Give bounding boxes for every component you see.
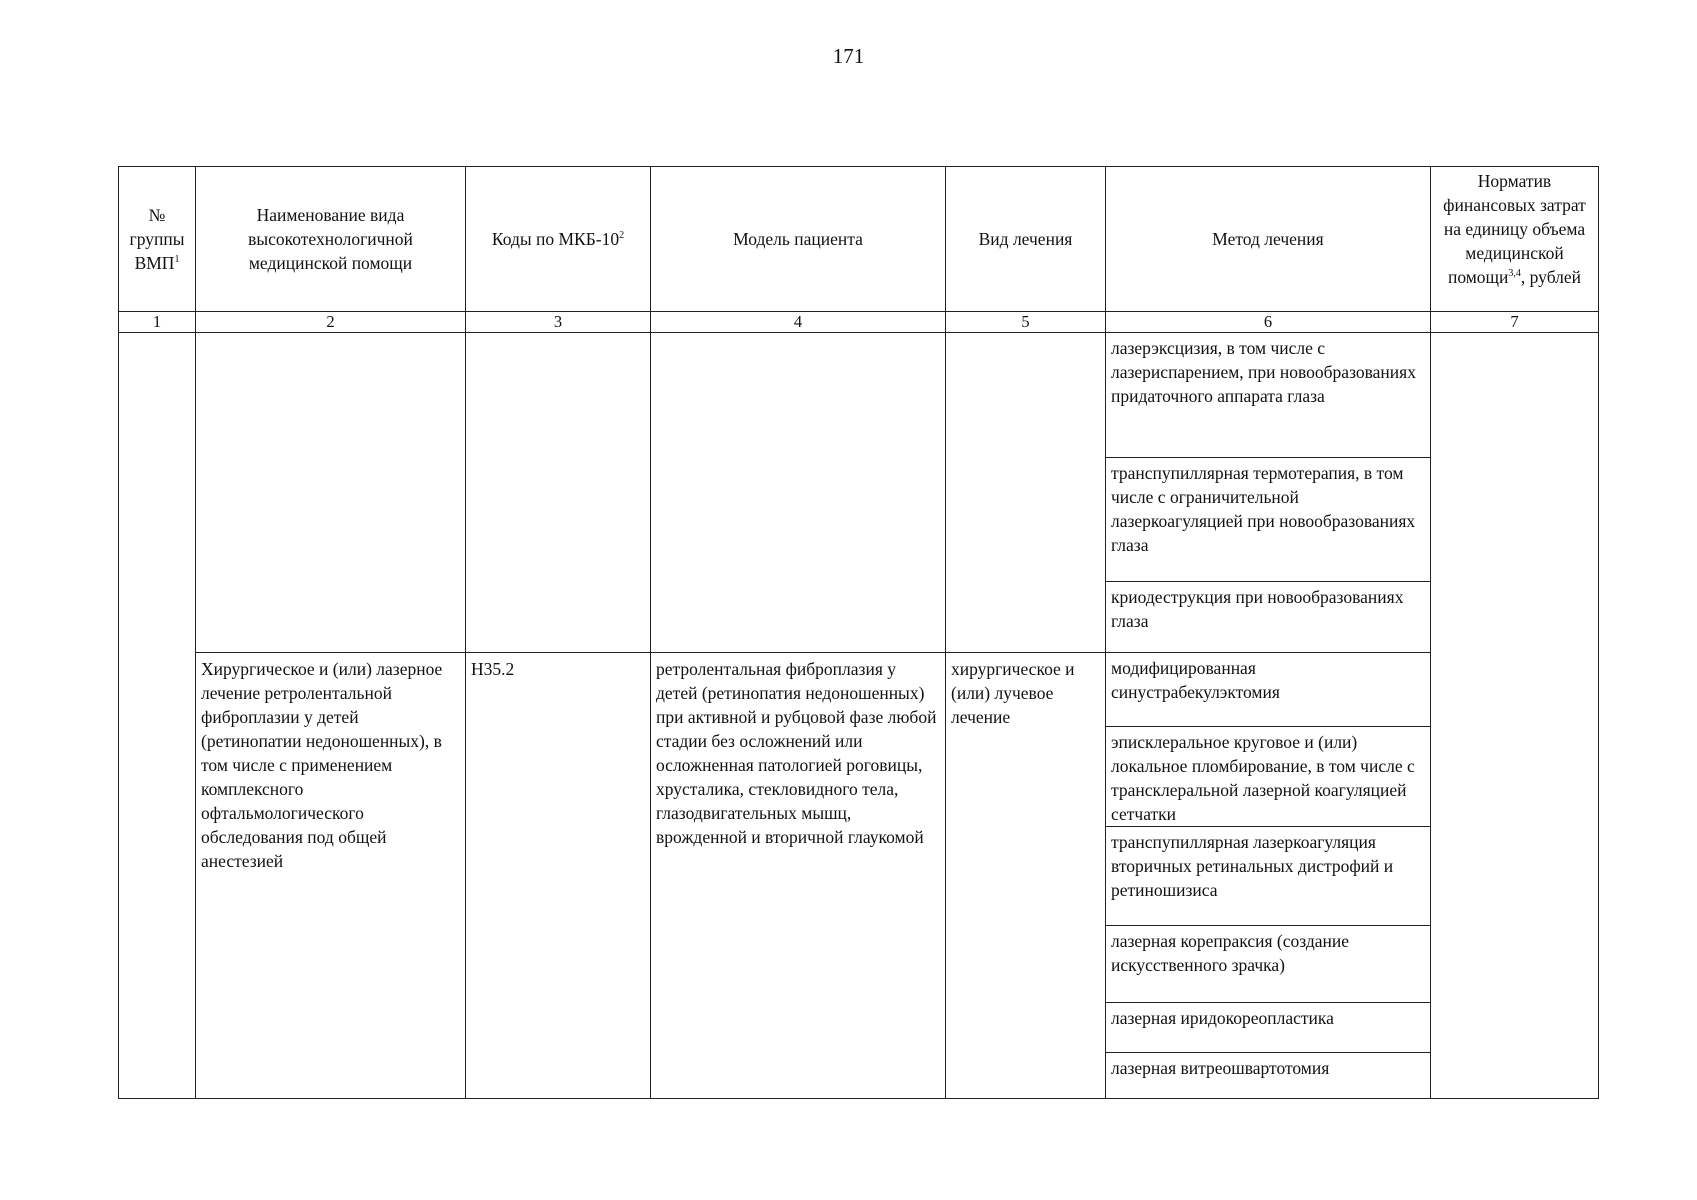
icd-code: H35.2 <box>466 653 651 1099</box>
treatment-type: хирургическое и (или) лучевое лечение <box>946 653 1106 1099</box>
treatment-row <box>119 653 1599 1099</box>
vmp-table <box>118 166 1599 1099</box>
continuation-type-cell <box>946 333 1106 653</box>
header-care-type: Наименование вида высокотехнологичной медицинской помощи <box>196 167 466 312</box>
method-item: транспупиллярная термотерапия, в том числе с ограничительной лазеркоагуляцией при новообразованиях глаза <box>1106 457 1430 581</box>
column-number: 3 <box>466 312 651 333</box>
method-item: модифицированная синустрабекулэктомия <box>1111 658 1280 702</box>
treatment-methods-cell <box>1106 653 1431 1099</box>
column-number: 2 <box>196 312 466 333</box>
method-item: лазерэксцизия, в том числе с лазериспарением, при новообразованиях придаточного аппарата глаза <box>1111 338 1416 406</box>
continuation-model-cell <box>651 333 946 653</box>
header-cost-standard <box>1431 167 1599 312</box>
method-item: транспупиллярная лазеркоагуляция вторичных ретинальных дистрофий и ретиношизиса <box>1106 826 1430 925</box>
continuation-code-cell <box>466 333 651 653</box>
header-treatment-method: Метод лечения <box>1106 167 1431 312</box>
continuation-row <box>119 333 1599 653</box>
column-number-row <box>119 312 1599 333</box>
method-item: эписклеральное круговое и (или) локальное пломбирование, в том числе с трансклеральной лазерной коагуляцией сетчатки <box>1106 726 1430 826</box>
header-col1-line1: № <box>148 205 166 225</box>
header-col1-line2: группы <box>129 229 185 249</box>
column-number: 4 <box>651 312 946 333</box>
header-patient-model: Модель пациента <box>651 167 946 312</box>
header-treatment-type: Вид лечения <box>946 167 1106 312</box>
header-col1-sup: 1 <box>174 254 180 266</box>
continuation-name-cell <box>196 333 466 653</box>
method-item: лазерная корепраксия (создание искусственного зрачка) <box>1106 925 1430 1002</box>
method-item: лазерная иридокореопластика <box>1106 1002 1430 1052</box>
continuation-methods-cell <box>1106 333 1431 653</box>
method-item: криодеструкция при новообразованиях глаза <box>1106 581 1430 652</box>
header-col7-text: Норматив финансовых затрат на единицу объема медицинской помощи <box>1443 171 1586 287</box>
page-number: 171 <box>832 44 865 68</box>
header-group-number <box>119 167 196 312</box>
method-item: лазерная витреошвартотомия <box>1106 1052 1430 1098</box>
column-number: 6 <box>1106 312 1431 333</box>
group-number-cell <box>119 333 196 1099</box>
patient-model: ретролентальная фиброплазия у детей (ретинопатия недоношенных) при активной и рубцовой фазе любой стадии без осложнений или осложненная патологией роговицы, хрусталика, стекловидного тела, глазодвигательных мышц, врожденной и вторичной глаукомой <box>651 653 946 1099</box>
cost-standard-cell <box>1431 333 1599 1099</box>
column-number: 1 <box>119 312 196 333</box>
header-col7-tail: , рублей <box>1520 267 1582 287</box>
header-icd-codes <box>466 167 651 312</box>
care-type-name: Хирургическое и (или) лазерное лечение ретролентальной фиброплазии у детей (ретинопатии недоношенных), в том числе с применением комплексного офтальмологического обследования под общей анестезией <box>196 653 466 1099</box>
header-col7-sup: 3,4 <box>1508 268 1521 280</box>
column-number: 7 <box>1431 312 1599 333</box>
header-col3-text: Коды по МКБ-10 <box>491 229 620 249</box>
table-header-row <box>119 167 1599 312</box>
header-col1-line3: ВМП <box>134 253 175 273</box>
column-number: 5 <box>946 312 1106 333</box>
header-col3-sup: 2 <box>619 230 625 242</box>
